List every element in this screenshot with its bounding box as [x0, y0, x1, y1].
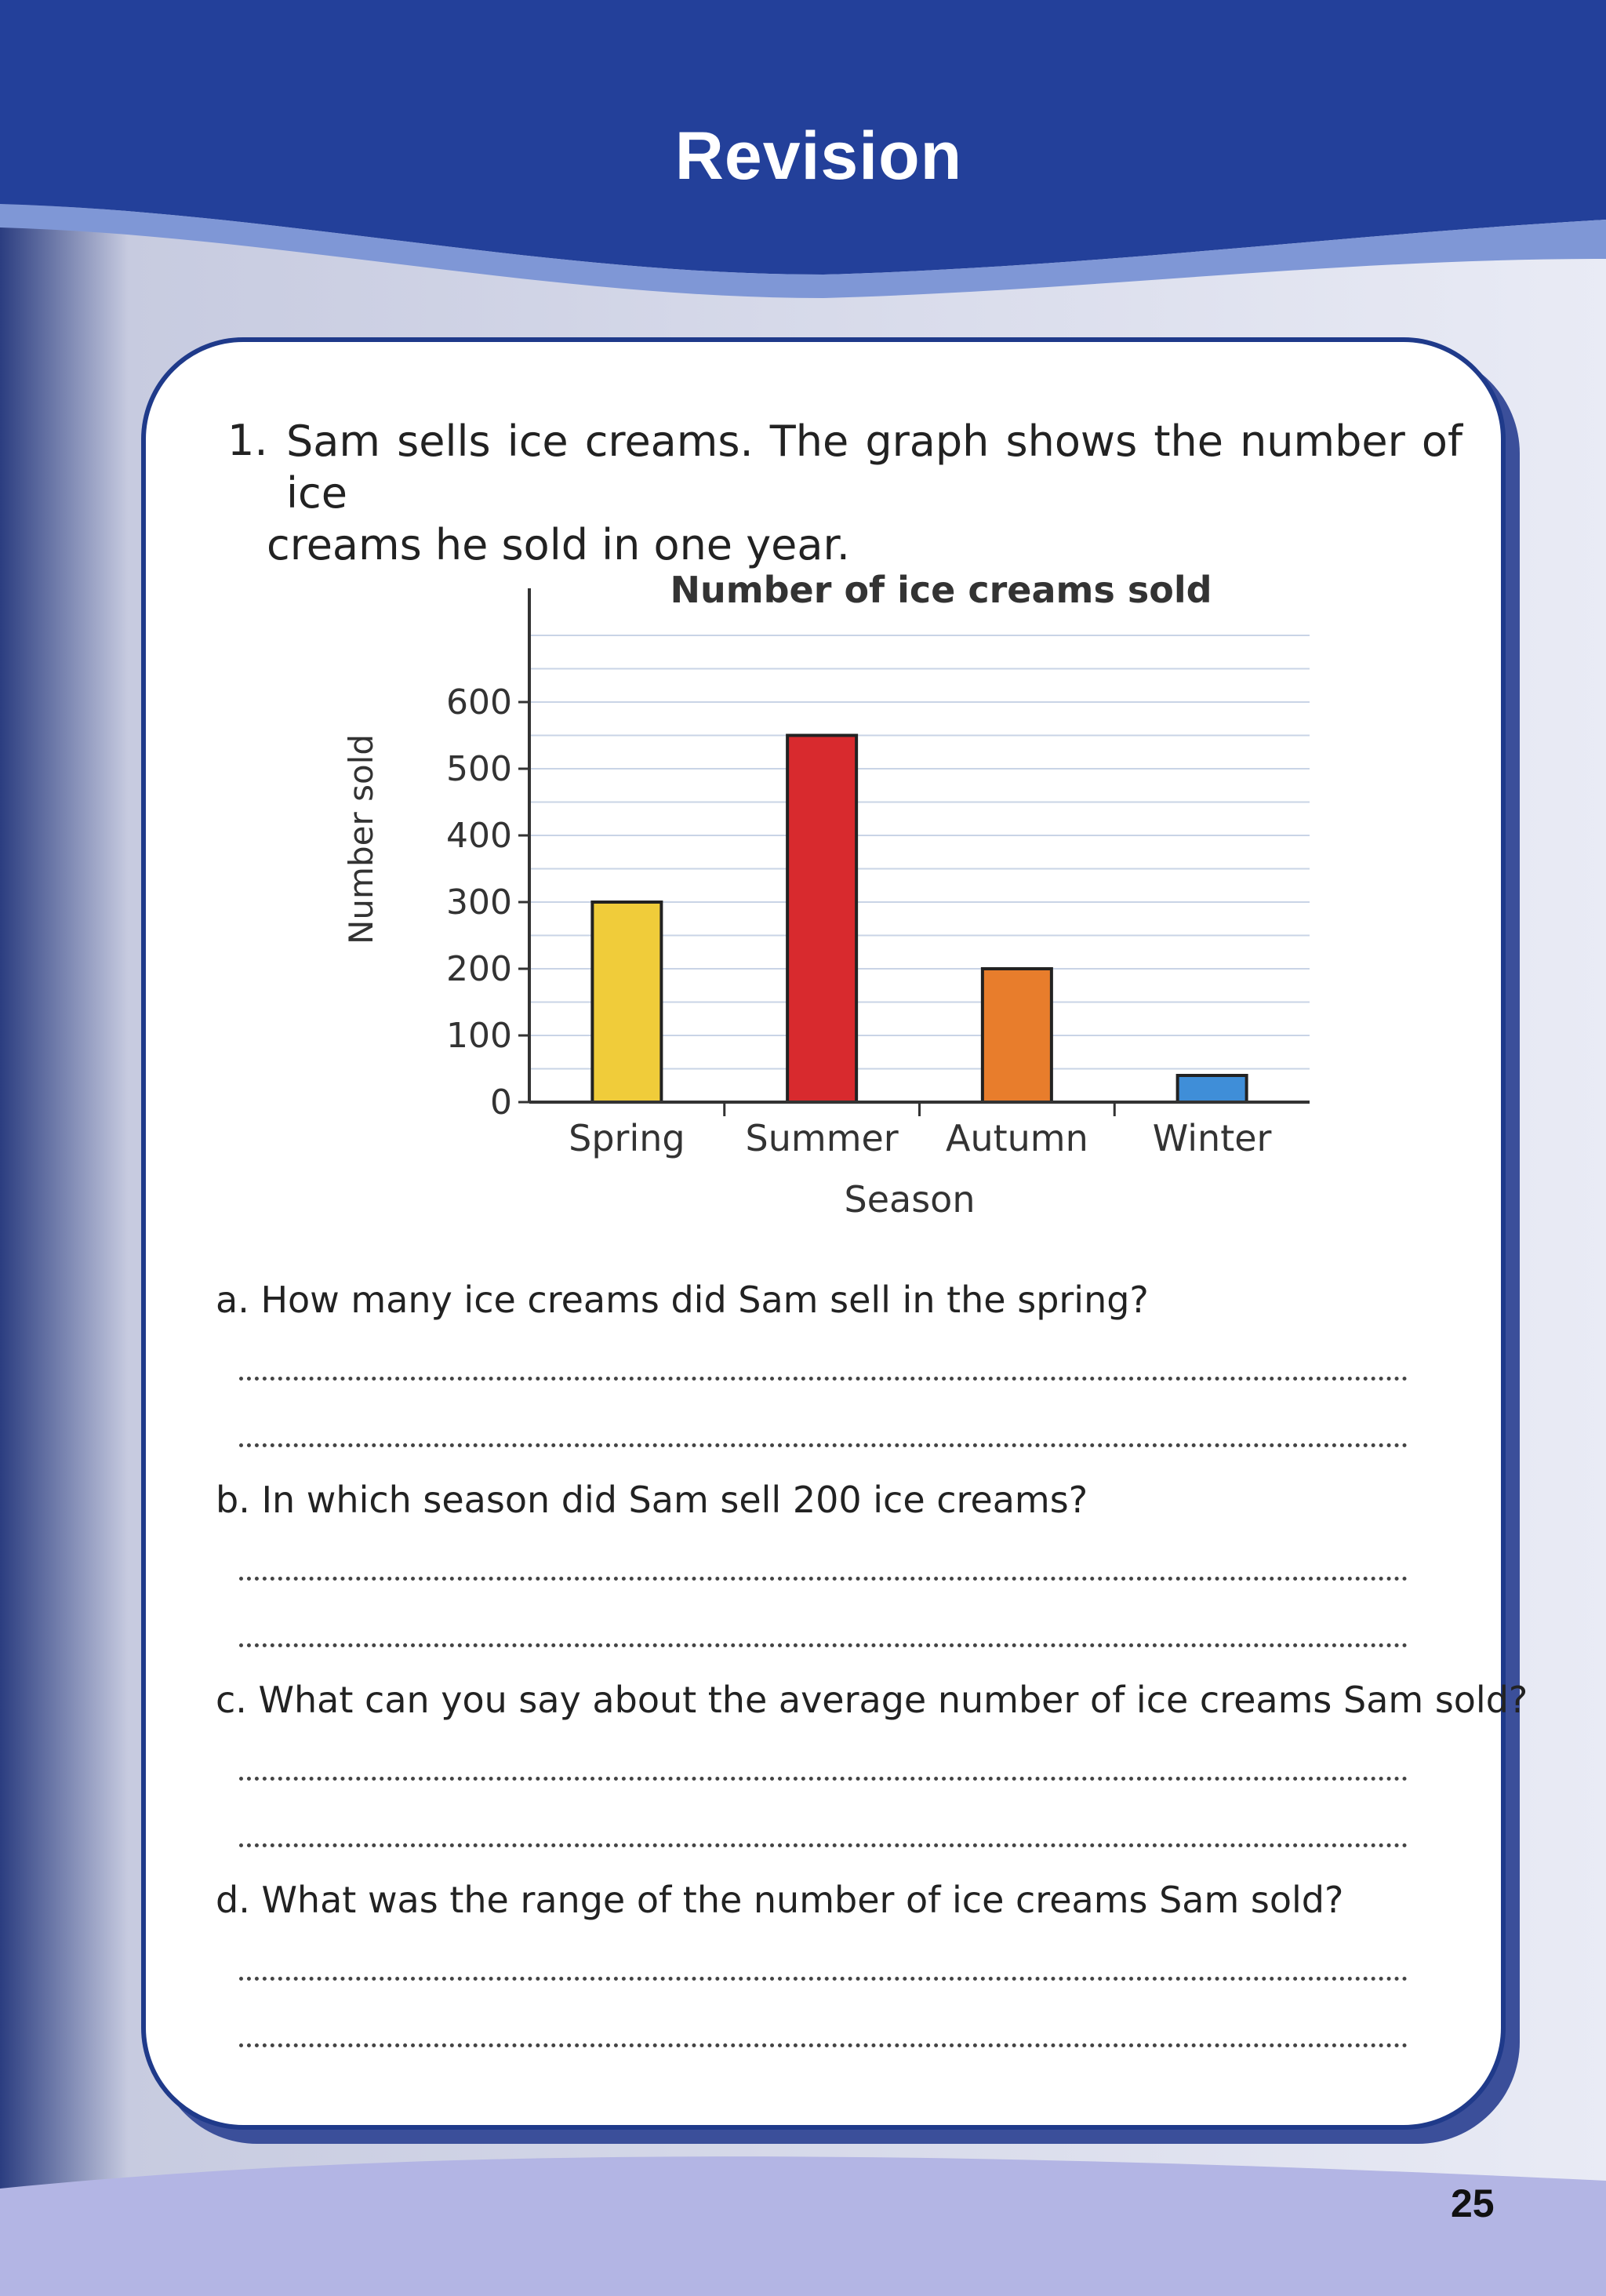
bar-summer: [787, 736, 856, 1103]
answer-line-a1[interactable]: [239, 1377, 1408, 1381]
bar-spring: [592, 902, 661, 1102]
question-intro-line1: Sam sells ice creams. The graph shows the number of ice: [286, 417, 1462, 518]
question-d: [216, 1879, 1343, 1921]
question-b: [216, 1479, 1088, 1521]
page-number: 25: [1451, 2181, 1495, 2225]
page-title: Revision: [674, 118, 963, 194]
answer-line-c1[interactable]: [239, 1777, 1408, 1781]
y-tick-label: 200: [446, 949, 512, 989]
x-tick-label: Autumn: [945, 1117, 1088, 1159]
question-b-text: In which season did Sam sell 200 ice creams?: [261, 1479, 1088, 1521]
question-c: [216, 1679, 1528, 1721]
x-tick-label: Winter: [1152, 1117, 1272, 1159]
y-tick-label: 0: [490, 1083, 512, 1123]
question-a: [216, 1279, 1149, 1321]
question-c-label: c.: [216, 1679, 247, 1721]
y-tick-labels: [446, 682, 512, 1123]
question-b-label: b.: [216, 1479, 250, 1521]
answer-line-d1[interactable]: [239, 1977, 1408, 1981]
answer-line-d2[interactable]: [239, 2043, 1408, 2047]
question-number: 1.: [227, 416, 268, 465]
answer-line-a2[interactable]: [239, 1443, 1408, 1447]
y-axis-label: Number sold: [342, 734, 380, 944]
question-d-text: What was the range of the number of ice creams Sam sold?: [261, 1879, 1344, 1921]
bars: [592, 736, 1246, 1103]
bar-chart: [314, 549, 1364, 1239]
x-tick-label: Summer: [745, 1117, 899, 1159]
question-intro-line2: creams he sold in one year.: [267, 520, 850, 569]
y-tick-label: 400: [446, 816, 512, 856]
y-tick-label: 500: [446, 749, 512, 789]
answer-line-b1[interactable]: [239, 1577, 1408, 1581]
question-d-label: d.: [216, 1879, 250, 1921]
answer-line-c2[interactable]: [239, 1843, 1408, 1847]
bar-autumn: [983, 969, 1052, 1102]
question-intro: [267, 416, 1462, 571]
answer-line-b2[interactable]: [239, 1643, 1408, 1647]
question-a-label: a.: [216, 1279, 249, 1321]
y-tick-label: 300: [446, 882, 512, 922]
chart-title: Number of ice creams sold: [670, 569, 1212, 611]
y-tick-label: 600: [446, 682, 512, 722]
x-axis-label: Season: [844, 1178, 976, 1221]
x-tick-labels: [569, 1117, 1271, 1159]
x-tick-label: Spring: [569, 1117, 685, 1159]
bar-winter: [1178, 1075, 1247, 1102]
y-tick-label: 100: [446, 1016, 512, 1056]
footer-band: [0, 2156, 1606, 2296]
question-a-text: How many ice creams did Sam sell in the spring?: [260, 1279, 1149, 1321]
question-c-text: What can you say about the average number of ice creams Sam sold?: [258, 1679, 1528, 1721]
